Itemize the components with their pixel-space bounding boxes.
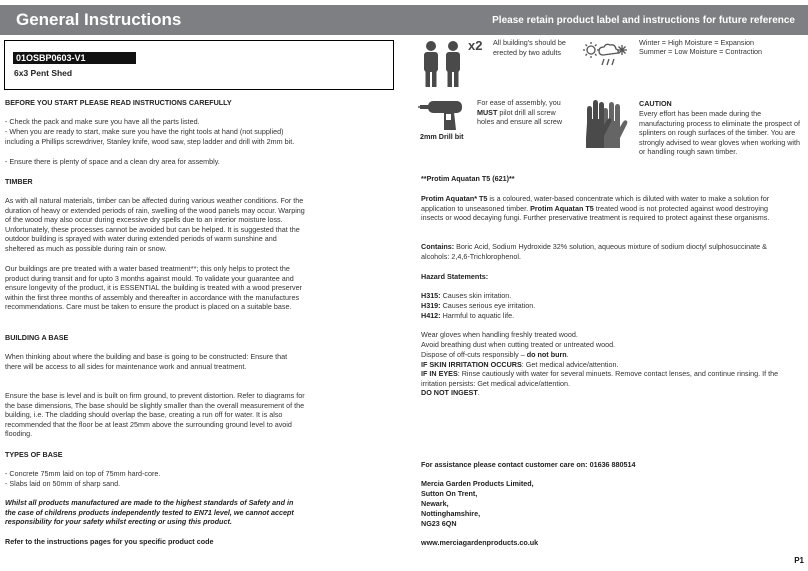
- advice-line-3: Dispose of off-cuts responsibly – do not burn.: [421, 350, 569, 359]
- address-line-1: Mercia Garden Products Limited,: [421, 479, 534, 488]
- intro-heading: BEFORE YOU START PLEASE READ INSTRUCTIONS CAREFULLY: [5, 98, 232, 107]
- address-line-2: Sutton On Trent,: [421, 489, 478, 498]
- aquatan-heading: **Protim Aquatan T5 (621)**: [421, 174, 515, 183]
- contains-text: Contains: Boric Acid, Sodium Hydroxide 32% solution, aqueous mixture of sodium dioctyl sulphosuccinate & alcohols: 2,4,6-Trichlorophenol.: [421, 242, 767, 261]
- header-tagline: Please retain product label and instructions for future reference: [492, 15, 795, 26]
- advice-line-5: IF IN EYES: Rinse cautiously with water for several minuets. Remove contact lenses, and continue rinsing. If the irritation persists: Get medical advice/attention.: [421, 369, 779, 388]
- types-line-2: - Slabs laid on 50mm of sharp sand.: [5, 479, 121, 488]
- page-number: P1: [794, 556, 804, 566]
- customer-care: For assistance please contact customer care on: 01636 880514: [421, 460, 636, 469]
- gloves-icon: [581, 97, 631, 149]
- timber-paragraph-1: As with all natural materials, timber can be affected during various weather conditions. For the duration of heavy or extended periods of rain, swelling of the wood panels may occur. Warping of the wood may also occur during excessive dry spells due to an interior moisture loss. Unfortunately, these processes cannot be avoided but can be helped. It is suggested that the outdoor building is sprayed with water during extended periods of warm sunshine and sheltered as much as possible during rain or snow.: [5, 196, 305, 253]
- page-title: General Instructions: [16, 10, 182, 29]
- hazard-h319: H319: Causes serious eye irritation.: [421, 301, 536, 310]
- two-adults-icon: [419, 40, 467, 88]
- intro-line-3: - Ensure there is plenty of space and a clean dry area for assembly.: [5, 157, 220, 166]
- timber-paragraph-2: Our buildings are pre treated with a water based treatment**; this only helps to protect the product during transit and for upto 3 months against mould. To validate your guarantee and ensure longevity of the product, it is ESSENTIAL the building is treated with a wood preserver within the first three months of assembly and thereafter in accordance with the manufactures recommendations. Care must be taken to ensure the product is placed on a suitable base.: [5, 264, 302, 311]
- weather-icon: [582, 41, 630, 71]
- weather-line-1: Winter = High Moisture = Expansion: [639, 38, 755, 47]
- intro-line-1: - Check the pack and make sure you have all the parts listed.: [5, 117, 200, 126]
- drill-instruction: For ease of assembly, you MUST pilot drill all screw holes and ensure all screw: [477, 98, 563, 126]
- address-line-3: Newark,: [421, 499, 449, 508]
- timber-heading: TIMBER: [5, 177, 33, 186]
- advice-line-2: Avoid breathing dust when cutting treated or untreated wood.: [421, 340, 616, 349]
- types-heading: TYPES OF BASE: [5, 450, 63, 459]
- weather-line-2: Summer = Low Moisture = Contraction: [639, 47, 763, 56]
- product-name: 6x3 Pent Shed: [14, 68, 73, 78]
- advice-line-1: Wear gloves when handling freshly treated wood.: [421, 330, 578, 339]
- adults-count: x2: [468, 38, 483, 53]
- drill-bit-caption: 2mm Drill bit: [420, 132, 464, 141]
- types-line-1: - Concrete 75mm laid on top of 75mm hard-core.: [5, 469, 161, 478]
- header-bar: [0, 5, 808, 35]
- hazard-h412: H412: Harmful to aquatic life.: [421, 311, 515, 320]
- address-line-4: Nottinghamshire,: [421, 509, 481, 518]
- product-box: [4, 40, 394, 90]
- hazard-heading: Hazard Statements:: [421, 272, 489, 281]
- base-paragraph-1: When thinking about where the building and base is going to be constructed: Ensure that there will be access to all sides for maintenance work and annual treatment.: [5, 352, 288, 371]
- product-code: 01OSBP0603-V1: [13, 52, 136, 64]
- caution-text: Every effort has been made during the manufacturing process to eliminate the prospect of splinters on rough surfaces of the timber. You are strongly advised to wear gloves when working with or handling rough sawn timber.: [639, 109, 801, 156]
- advice-line-6: DO NOT INGEST.: [421, 388, 480, 397]
- address-line-5: NG23 6QN: [421, 519, 457, 528]
- aquatan-description: Protim Aquatan* T5 is a coloured, water-based concentrate which is diluted with water to make a solution for application to unseasoned timber. Protim Aquatan T5 treated wood is not protected against wood destroying insects or wood decaying fungi. Further preservative treatment is required to protect against these organisms.: [421, 194, 770, 222]
- safety-warning: Whilst all products manufactured are made to the highest standards of Safety and in the case of childrens products independently tested to EN71 level, we cannot accept responsibility for your safety whilst erecting or using this product.: [5, 498, 294, 526]
- base-heading: BUILDING A BASE: [5, 333, 69, 342]
- caution-heading: CAUTION: [639, 99, 672, 108]
- intro-line-2: - When you are ready to start, make sure you have the right tools at hand (not supplied) including a Phillips screwdriver, Stanley knife, wood saw, step ladder and drill with 2mm bit.: [5, 127, 295, 146]
- two-adults-text: All building's should be erected by two adults: [493, 38, 566, 57]
- hazard-h315: H315: Causes skin irritation.: [421, 291, 512, 300]
- website-link[interactable]: www.merciagardenproducts.co.uk: [421, 538, 539, 547]
- base-paragraph-2: Ensure the base is level and is built on firm ground, to prevent distortion. Refer to diagrams for the base dimensions, The base should be slightly smaller than the overall measurement of the building, i.e. The cladding should overlap the base, creating a run off for water. It is also recommended that the floor be at least 25mm above the surrounding ground level to avoid flooding.: [5, 391, 305, 438]
- product-code-note: Refer to the instructions pages for you specific product code: [5, 537, 214, 546]
- drill-icon: [418, 98, 468, 132]
- advice-line-4: IF SKIN IRRITATION OCCURS: Get medical advice/attention.: [421, 360, 619, 369]
